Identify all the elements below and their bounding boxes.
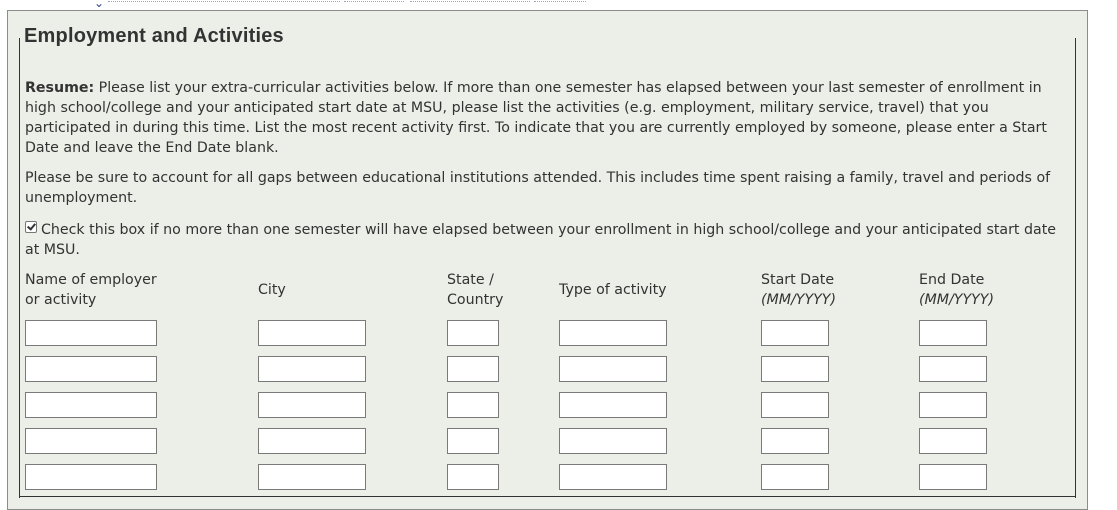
- column-header-type: Type of activity: [559, 282, 667, 298]
- column-header-state-line1: State /: [447, 272, 494, 288]
- state-country-input[interactable]: [447, 428, 499, 454]
- end-date-input[interactable]: [919, 464, 987, 490]
- end-date-input[interactable]: [919, 428, 987, 454]
- city-input[interactable]: [258, 428, 366, 454]
- activity-type-input[interactable]: [559, 320, 667, 346]
- city-input[interactable]: [258, 464, 366, 490]
- column-header-end-date: [919, 270, 994, 310]
- column-header-start-date: [761, 270, 836, 310]
- column-header-state-line2: Country: [447, 292, 504, 308]
- cutoff-line: [344, 1, 404, 4]
- column-header-employer: [25, 270, 157, 310]
- state-country-input[interactable]: [447, 392, 499, 418]
- activity-type-input[interactable]: [559, 356, 667, 382]
- start-date-input[interactable]: [761, 428, 829, 454]
- column-header-employer-line2: or activity: [25, 292, 97, 308]
- end-date-input[interactable]: [919, 320, 987, 346]
- previous-section-cutoff: [0, 0, 1117, 10]
- state-country-input[interactable]: [447, 464, 499, 490]
- column-header-city: City: [258, 282, 286, 298]
- cutoff-line: [410, 1, 530, 4]
- employer-name-input[interactable]: [25, 464, 157, 490]
- column-header-start-date-line1: Start Date: [761, 272, 835, 288]
- end-date-input[interactable]: [919, 356, 987, 382]
- state-country-input[interactable]: [447, 356, 499, 382]
- cutoff-line: [534, 1, 586, 4]
- no-gap-checkbox[interactable]: [25, 221, 37, 233]
- fieldset-border-bottom: [19, 496, 1076, 497]
- resume-instructions: [25, 78, 1065, 158]
- start-date-input[interactable]: [761, 464, 829, 490]
- employer-name-input[interactable]: [25, 428, 157, 454]
- cutoff-line: [108, 1, 340, 4]
- activity-type-input[interactable]: [559, 464, 667, 490]
- start-date-input[interactable]: [761, 320, 829, 346]
- column-header-state: [447, 270, 503, 310]
- gaps-instructions: Please be sure to account for all gaps between educational institutions attended. This includes time spent raising a family, travel and periods of unemployment.: [25, 170, 1051, 206]
- employer-name-input[interactable]: [25, 392, 157, 418]
- start-date-input[interactable]: [761, 356, 829, 382]
- activity-type-input[interactable]: [559, 428, 667, 454]
- fieldset-border-left: [19, 38, 20, 498]
- fieldset-border-right: [1075, 38, 1076, 498]
- employer-name-input[interactable]: [25, 320, 157, 346]
- end-date-input[interactable]: [919, 392, 987, 418]
- activity-type-input[interactable]: [559, 392, 667, 418]
- no-gap-checkbox-row[interactable]: [25, 220, 1065, 260]
- column-header-end-date-line1: End Date: [919, 272, 985, 288]
- city-input[interactable]: [258, 392, 366, 418]
- employer-name-input[interactable]: [25, 356, 157, 382]
- column-header-start-date-format: (MM/YYYY): [761, 292, 836, 308]
- resume-label: Resume:: [25, 80, 95, 96]
- city-input[interactable]: [258, 356, 366, 382]
- city-input[interactable]: [258, 320, 366, 346]
- resume-text: Please list your extra-curricular activities below. If more than one semester has elapsed between your last semester of enrollment in high school/college and your anticipated start date at MSU, please list the activities (e.g. employment, military service, travel) that you participated in during this time. List the most recent activity first. To indicate that you are currently employed by someone, please enter a Start Date and leave the End Date blank.: [25, 80, 1047, 156]
- section-title: Employment and Activities: [24, 25, 284, 47]
- cutoff-glyph-icon: ⌄: [94, 0, 105, 10]
- start-date-input[interactable]: [761, 392, 829, 418]
- column-header-end-date-format: (MM/YYYY): [919, 292, 994, 308]
- no-gap-checkbox-label[interactable]: Check this box if no more than one semester will have elapsed between your enrollment in high school/college and your anticipated start date at MSU.: [25, 222, 1056, 258]
- state-country-input[interactable]: [447, 320, 499, 346]
- column-header-employer-line1: Name of employer: [25, 272, 157, 288]
